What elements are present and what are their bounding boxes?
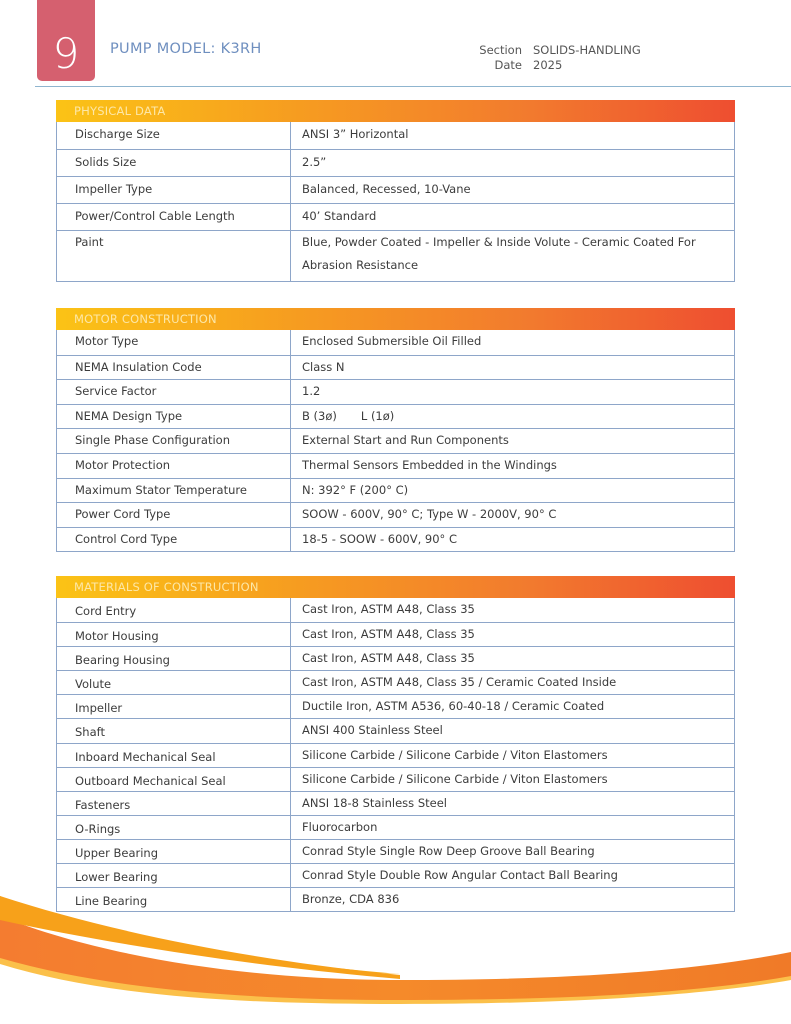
row-label: Power Cord Type <box>57 503 291 527</box>
section-label: Section <box>479 43 522 57</box>
row-label: Solids Size <box>57 150 291 176</box>
row-label: Single Phase Configuration <box>57 429 291 453</box>
row-value: Fluorocarbon <box>302 819 378 834</box>
row-label: NEMA Design Type <box>57 405 291 429</box>
row-value: Bronze, CDA 836 <box>302 892 400 907</box>
materials-of-construction-table <box>56 576 735 912</box>
table-row <box>57 718 734 742</box>
date-value: 2025 <box>533 58 563 72</box>
row-label: Control Cord Type <box>57 528 291 552</box>
row-value: SOOW - 600V, 90° C; Type W - 2000V, 90° C <box>302 507 557 522</box>
row-label: Line Bearing <box>57 888 291 911</box>
table-row <box>57 478 734 503</box>
row-value: Conrad Style Single Row Deep Groove Ball Bearing <box>302 843 595 858</box>
row-label: Impeller Type <box>57 177 291 203</box>
row-value: 2.5” <box>302 155 327 169</box>
row-value: Cast Iron, ASTM A48, Class 35 <box>302 627 475 642</box>
table-row <box>57 122 734 149</box>
table-row <box>57 428 734 453</box>
table-row <box>57 622 734 646</box>
row-value: Enclosed Submersible Oil Filled <box>302 334 482 348</box>
row-value: Class N <box>302 359 345 374</box>
design-type-3-phase: B (3ø) <box>302 408 337 423</box>
row-label: Volute <box>57 671 291 694</box>
row-value: ANSI 18-8 Stainless Steel <box>302 795 447 810</box>
row-value: Thermal Sensors Embedded in the Windings <box>302 457 557 472</box>
row-label: Discharge Size <box>57 122 291 149</box>
table-row <box>57 230 734 281</box>
table-row <box>57 527 734 552</box>
row-value: External Start and Run Components <box>302 433 509 448</box>
table-header: MATERIALS OF CONSTRUCTION <box>56 576 735 598</box>
row-label: Motor Protection <box>57 454 291 478</box>
design-type-1-phase: L (1ø) <box>360 408 395 423</box>
row-value <box>291 405 734 429</box>
motor-construction-table <box>56 308 735 552</box>
table-row <box>57 791 734 815</box>
row-value: Cast Iron, ASTM A48, Class 35 / Ceramic Coated Inside <box>302 675 617 690</box>
table-row <box>57 502 734 527</box>
table-row <box>57 149 734 176</box>
table-row <box>57 355 734 380</box>
page-number: 9 <box>52 29 80 78</box>
row-label: Fasteners <box>57 792 291 815</box>
row-value: N: 392° F (200° C) <box>302 482 409 497</box>
row-value: Silicone Carbide / Silicone Carbide / Viton Elastomers <box>302 747 608 762</box>
row-label: O-Rings <box>57 816 291 839</box>
table-row <box>57 330 734 355</box>
row-label: Bearing Housing <box>57 647 291 670</box>
row-value: Conrad Style Double Row Angular Contact Ball Bearing <box>302 868 618 883</box>
page-title: PUMP MODEL: K3RH <box>110 41 262 57</box>
table-row <box>57 379 734 404</box>
table-header: MOTOR CONSTRUCTION <box>56 308 735 330</box>
row-label: Inboard Mechanical Seal <box>57 744 291 767</box>
table-row <box>57 694 734 718</box>
table-row <box>57 176 734 203</box>
row-label: Service Factor <box>57 380 291 404</box>
table-row <box>57 646 734 670</box>
row-label: Power/Control Cable Length <box>57 204 291 230</box>
table-row <box>57 743 734 767</box>
page-number-badge <box>37 0 95 81</box>
row-label: Impeller <box>57 695 291 718</box>
row-label: Upper Bearing <box>57 840 291 863</box>
table-row <box>57 453 734 478</box>
row-value: ANSI 400 Stainless Steel <box>302 723 443 738</box>
decorative-swoosh <box>0 880 791 1024</box>
row-label: Lower Bearing <box>57 864 291 887</box>
document-meta <box>470 43 641 72</box>
row-value: Ductile Iron, ASTM A536, 60-40-18 / Ceramic Coated <box>302 699 605 714</box>
table-row <box>57 839 734 863</box>
row-value: Cast Iron, ASTM A48, Class 35 <box>302 651 475 666</box>
row-value: Balanced, Recessed, 10-Vane <box>302 182 471 196</box>
row-label: Motor Housing <box>57 623 291 646</box>
row-label: Motor Type <box>57 330 291 355</box>
header-divider <box>35 86 791 87</box>
row-value: 40’ Standard <box>302 209 377 223</box>
date-label: Date <box>494 58 522 72</box>
table-row <box>57 598 734 622</box>
section-value: SOLIDS-HANDLING <box>533 43 641 57</box>
table-row <box>57 203 734 230</box>
row-value: 18-5 - SOOW - 600V, 90° C <box>302 531 457 546</box>
row-value: 1.2 <box>302 384 321 399</box>
table-row <box>57 815 734 839</box>
row-label: Shaft <box>57 719 291 742</box>
table-row <box>57 767 734 791</box>
row-label: Cord Entry <box>57 598 291 622</box>
row-label: Paint <box>57 231 291 281</box>
row-value: Silicone Carbide / Silicone Carbide / Viton Elastomers <box>302 771 608 786</box>
row-value: Cast Iron, ASTM A48, Class 35 <box>302 602 475 616</box>
table-row <box>57 670 734 694</box>
physical-data-table <box>56 100 735 282</box>
row-value: Blue, Powder Coated - Impeller & Inside Volute - Ceramic Coated For Abrasion Resistance <box>302 235 696 272</box>
table-row <box>57 404 734 429</box>
row-label: NEMA Insulation Code <box>57 356 291 380</box>
table-header: PHYSICAL DATA <box>56 100 735 122</box>
row-label: Maximum Stator Temperature <box>57 479 291 503</box>
row-label: Outboard Mechanical Seal <box>57 768 291 791</box>
row-value: ANSI 3” Horizontal <box>302 127 409 141</box>
